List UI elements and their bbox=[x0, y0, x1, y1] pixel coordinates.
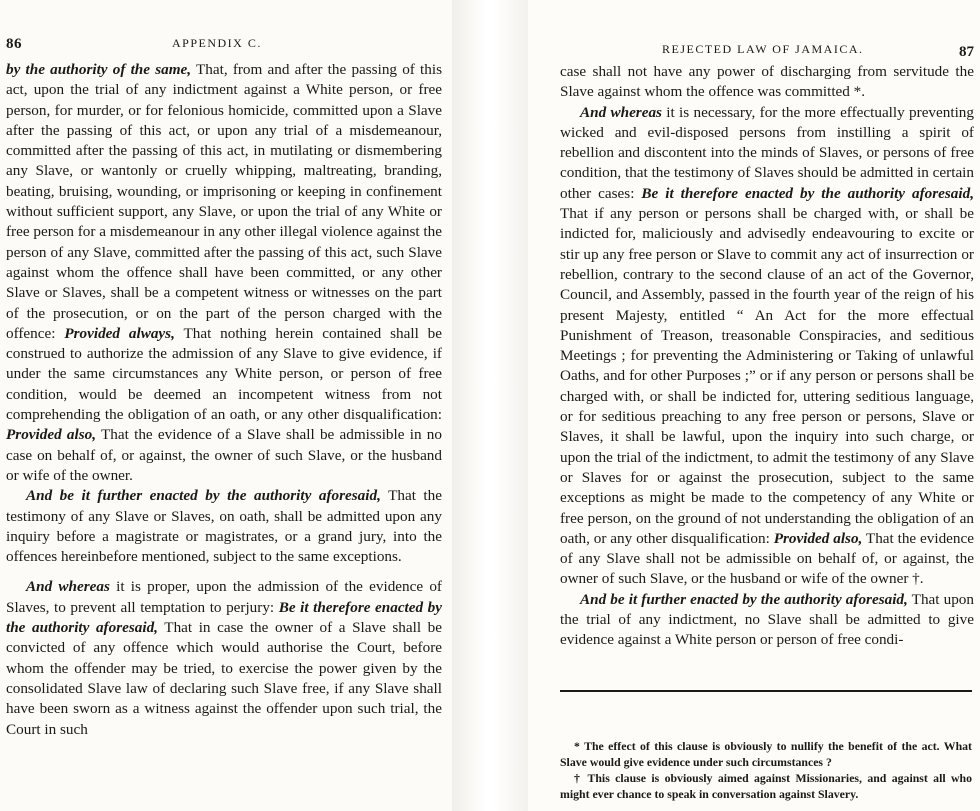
text-segment: it is necessary, for the more effectually preventing wicked and evil-disposed persons from instilling a spirit of rebellion and discontent into the minds of Slaves, or persons of free condition, that the testimony of Slaves should be admitted in certain other cases: bbox=[560, 103, 974, 202]
gutter bbox=[452, 0, 528, 811]
page-number: 86 bbox=[6, 36, 22, 52]
text-segment: by the authority of the same, bbox=[6, 61, 192, 78]
text-segment: And be it further enacted by the authority aforesaid, bbox=[26, 487, 381, 505]
text-segment: That the evidence of a Slave shall be admissible in no case on behalf of, or against, the owner of such Slave, or the husband or wife of the owner. bbox=[6, 426, 442, 484]
footnote: * The effect of this clause is obviously to nullify the benefit of the act. What Slave would give evidence under such circumstances ? bbox=[560, 739, 972, 769]
body-text bbox=[560, 62, 974, 651]
text-segment: That, from and after the passing of this act, upon the trial of any indictment against a White person, or free person, for murder, or for felonious homicide, committed upon a Slave after the passing of this act, or upon any trial of a misdemeanour, committed after the passing of this act, in mutilating or dismembering any Slave, or wantonly or cruelly whipping, maltreating, branding, beating, bruising, wounding, or imprisoning or keeping in confinement without sufficient support, any Slave, or upon the trial of any White or free person for a misdemeanour in any other illegal violence against the person of any Slave, committed after the passing of this act, such Slave against whom the offence shall have been committed, or any other Slave or Slaves, shall be a competent witness or witnesses on the part of the prosecution, or on the part of the person charged with the offence: bbox=[6, 61, 443, 342]
left-page bbox=[0, 0, 452, 811]
text-segment: That the evidence of any Slave shall not be admissible on behalf of, or against, the owner of such Slave, or the husband or wife of the owner †. bbox=[560, 529, 974, 588]
text-segment: And whereas bbox=[26, 578, 110, 596]
text-segment: That the testimony of any Slave or Slaves, on oath, shall be admitted upon any inquiry before a magistrate or magistrates, or a grand jury, into the offences hereinbefore mentioned, subject to the same exceptions. bbox=[6, 487, 442, 566]
running-head: APPENDIX C. bbox=[172, 36, 262, 50]
right-page bbox=[528, 0, 980, 811]
paragraph bbox=[6, 60, 442, 486]
text-segment: And whereas bbox=[580, 103, 662, 121]
text-segment: Be it therefore enacted by the authority aforesaid, bbox=[6, 598, 443, 637]
text-segment: case shall not have any power of discharging from servitude the Slave against whom the offence was committed *. bbox=[560, 63, 974, 101]
text-segment: Provided also, bbox=[769, 529, 863, 547]
running-head: REJECTED LAW OF JAMAICA. bbox=[662, 42, 864, 56]
paragraph bbox=[560, 590, 974, 651]
footnotes bbox=[560, 738, 972, 802]
text-segment: That nothing herein contained shall be construed to authorize the admission of any Slave to give evidence, if under the same circumstances any White person, or person of free condition, would be deemed an incompetent witness from not comprehending the obligation of an oath, or any other disqualification: bbox=[6, 324, 443, 424]
text-segment: That if any person or persons shall be charged with, or shall be indicted for, maliciously and advisedly endeavouring to excite or stir up any free person or Slave to commit any act of insurrection or rebellion, contrary to the second clause of an act of the Governor, Council, and Assembly, passed in the fourth year of the reign of his present Majesty, entitled “ An Act for the more effectual Punishment of Treason, treasonable Conspiracies, and seditious Meetings ; for preventing the Administering or Taking of unlawful Oaths, and for other Purposes ;” or if any person or persons shall be charged with, or shall be indicted for, uttering seditious language, or for seditious preaching to any free person or persons, Slave or Slaves, it shall be lawful, upon the inquiry into such charge, or upon the trial of the indictment, to admit the testimony of any Slave or Slaves for or against the prosecution, subject to the same exceptions as might be made to the competency of any White or free person, on the ground of not understanding the obligation of an oath, or any other disqualification: bbox=[560, 205, 974, 547]
paragraph bbox=[560, 103, 974, 590]
paragraph bbox=[6, 577, 442, 739]
paragraph bbox=[560, 62, 974, 103]
text-segment: And be it further enacted by the authority aforesaid, bbox=[580, 590, 908, 608]
text-segment: Provided always, bbox=[55, 324, 175, 342]
footnote-rule bbox=[560, 690, 972, 692]
footnote: † This clause is obviously aimed against Missionaries, and against all who might ever chance to speak in conversation against Slavery. bbox=[560, 771, 972, 801]
body-text bbox=[6, 60, 442, 740]
text-segment: That in case the owner of a Slave shall be convicted of any offence which would authorise the Court, before whom the offender may be tried, to exercise the power given by the consolidated Slave law of declaring such Slave free, if any Slave shall have been sworn as a witness against the offender upon such trial, the Court in such bbox=[6, 619, 442, 738]
text-segment: Be it therefore enacted by the authority aforesaid, bbox=[634, 184, 975, 202]
text-segment: Provided also, bbox=[6, 426, 97, 444]
paragraph bbox=[6, 486, 442, 567]
page-number: 87 bbox=[959, 44, 974, 60]
text-segment: it is proper, upon the admission of the evidence of Slaves, to prevent all temptation to perjury: bbox=[6, 578, 442, 616]
text-segment: That upon the trial of any indictment, no Slave shall be admitted to give evidence against a White person or person of free condi- bbox=[560, 590, 974, 649]
